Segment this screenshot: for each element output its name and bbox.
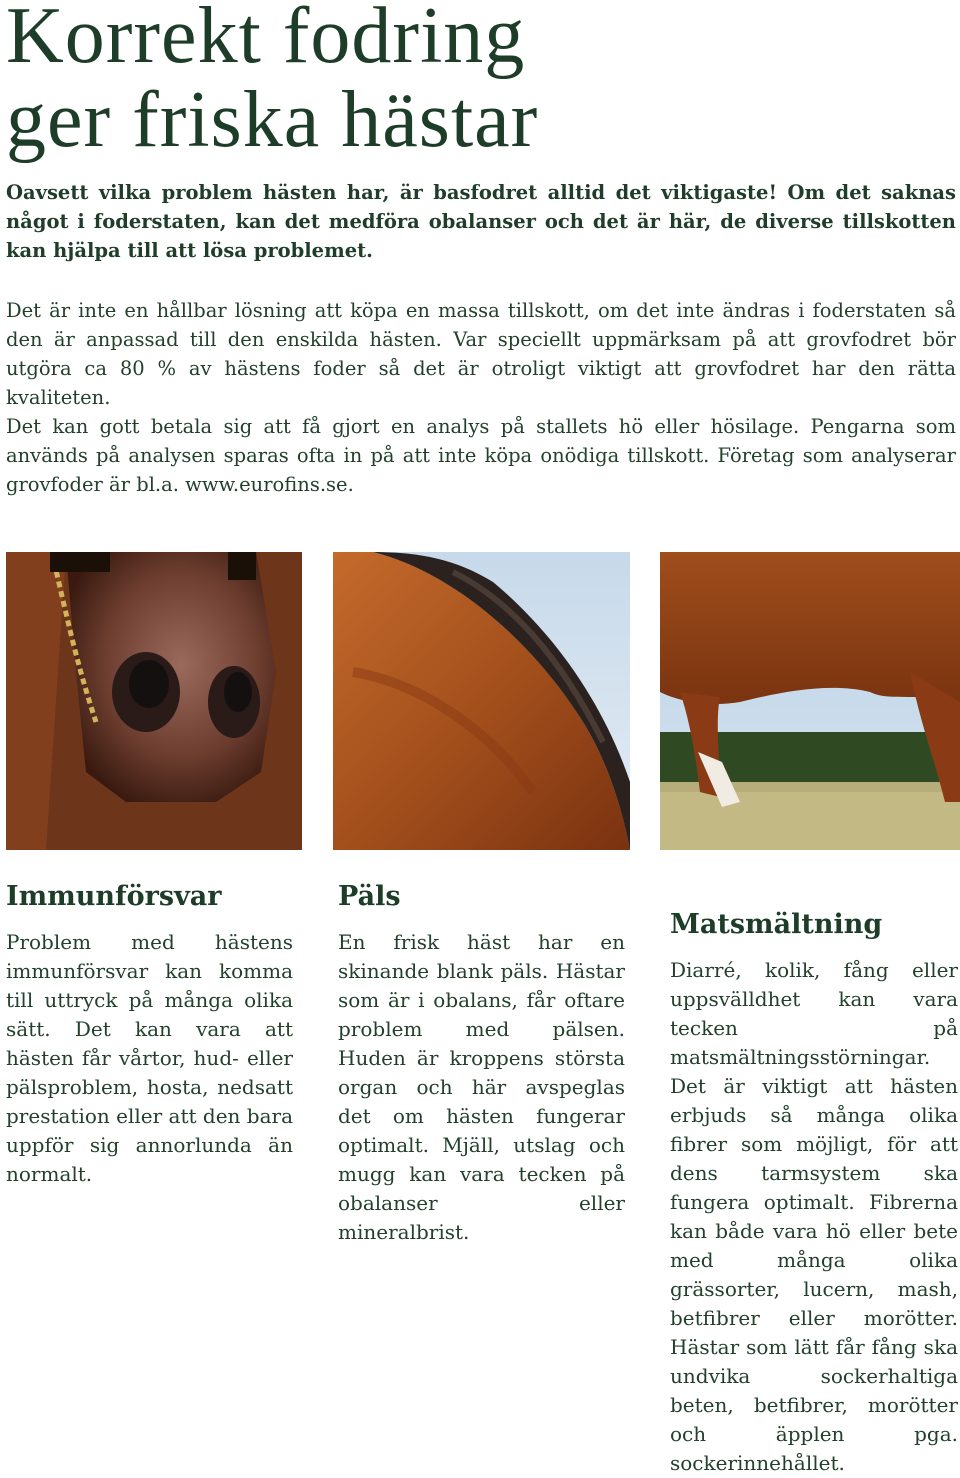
photo-horse-mane [333, 552, 630, 850]
section-matsmaltning [670, 908, 958, 1478]
photo-horse-field [660, 552, 960, 850]
section-heading: Päls [338, 881, 401, 912]
body-paragraph-1: Det är inte en hållbar lösning att köpa en massa tillskott, om det inte ändras i foderstaten så den är anpassad till den enskilda hästen. Var speciellt uppmärksam på att grovfodret bör utgöra ca 80 % av hästens foder så det är otroligt viktigt att grovfodret har den rätta kvaliteten. [6, 299, 956, 409]
intro-paragraph: Oavsett vilka problem hästen har, är basfodret alltid det viktigaste! Om det saknas något i foderstaten, kan det medföra obalanser och det är här, de diverse tillskotten kan hjälpa till att lösa problemet. [6, 181, 956, 262]
section-heading: Immunförsvar [6, 881, 222, 912]
section-text: Problem med hästens immunförsvar kan komma till uttryck på många olika sätt. Det kan vara att hästen får vårtor, hud- eller pälsproblem, hosta, nedsatt prestation eller att den bara uppför sig annorlunda än normalt. [6, 930, 293, 1186]
title-line-2: ger friska hästar [6, 76, 539, 164]
photo-horse-muzzle [6, 552, 302, 850]
title-line-1: Korrekt fodring [6, 0, 526, 80]
body-paragraph-2: Det kan gott betala sig att få gjort en analys på stallets hö eller hösilage. Pengarna som används på analysen sparas ofta in på att inte köpa onödiga tillskott. Företag som analyserar grovfoder är bl.a. www.eurofins.se. [6, 415, 956, 496]
section-text: Diarré, kolik, fång eller uppsvälldhet kan vara tecken på matsmältningsstörningar. Det är viktigt att hästen erbjuds så många olika fibrer som möjligt, för att dens tarmsystem ska fungera optimalt. Fibrerna kan både vara hö eller bete med många olika grässorter, lucern, mash, betfibrer eller morötter. Hästar som lätt får fång ska undvika sockerhaltiga beten, betfibrer, morötter och äpplen pga. sockerinnehållet. [670, 958, 958, 1475]
section-pals [338, 880, 625, 1247]
section-heading: Matsmältning [670, 909, 883, 940]
page-title [6, 0, 538, 162]
section-immunforsvar [6, 880, 293, 1189]
section-text: En frisk häst har en skinande blank päls. Hästar som är i obalans, får oftare problem med pälsen. Huden är kroppens största organ och här avspeglas det om hästen fungerar optimalt. Mjäll, utslag och mugg kan vara tecken på obalanser eller mineralbrist. [338, 930, 625, 1244]
